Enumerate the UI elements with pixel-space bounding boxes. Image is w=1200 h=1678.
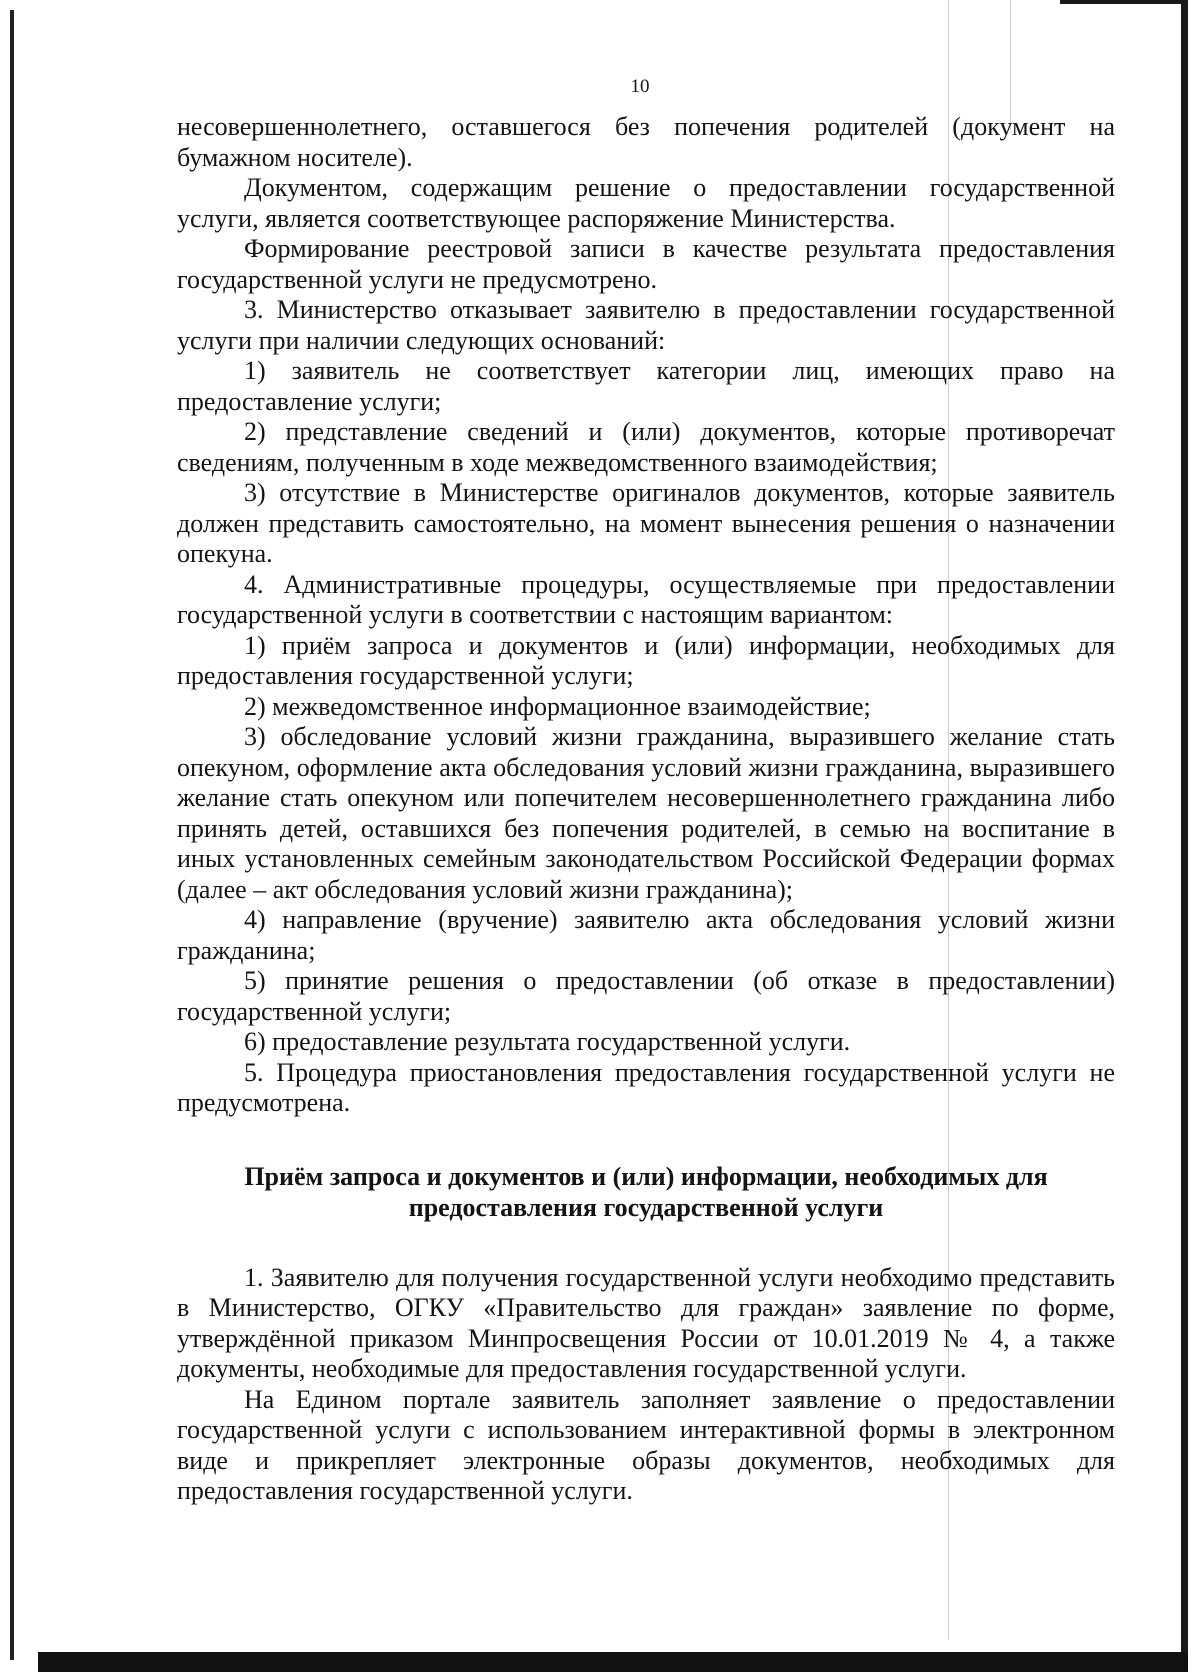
- scan-edge-left: [10, 10, 14, 1660]
- scan-edge-bottom: [38, 1652, 1188, 1672]
- paragraph: 1. Заявителю для получения государственной услуги необходимо представить в Министерство, ОГКУ «Правительство для граждан» заявление по форме, утверждённой приказом Минпросвещения России от 10.01.2019 № 4, а также документы, необходимые для предоставления государственной услуги.: [177, 1262, 1115, 1383]
- section-heading: Приём запроса и документов и (или) информации, необходимых для предоставления государственной услуги: [244, 1161, 1048, 1222]
- list-item: 4) направление (вручение) заявителю акта обследования условий жизни гражданина;: [177, 905, 1115, 965]
- paragraph: На Едином портале заявитель заполняет заявление о предоставлении государственной услуги с использованием интерактивной формы в электронном виде и прикрепляет электронные образы документов, необходимых для предоставления государственной услуги.: [177, 1384, 1115, 1505]
- list-item: 3) обследование условий жизни гражданина, выразившего желание стать опекуном, оформление акта обследования условий жизни гражданина, выразившего желание стать опекуном или попечителем несовершеннолетнего гражданина либо принять детей, оставшихся без попечения родителей, в семью на воспитание в иных установленных семейным законодательством Российской Федерации формах (далее – акт обследования условий жизни гражданина);: [177, 722, 1115, 904]
- list-item: 5) принятие решения о предоставлении (об отказе в предоставлении) государственной услуги;: [177, 966, 1115, 1026]
- paragraph: Документом, содержащим решение о предоставлении государственной услуги, является соответствующее распоряжение Министерства.: [177, 173, 1115, 233]
- list-item: 6) предоставление результата государственной услуги.: [244, 1027, 851, 1056]
- document-body: [177, 112, 1115, 1507]
- paragraph: 4. Административные процедуры, осуществляемые при предоставлении государственной услуги в соответствии с настоящим вариантом:: [177, 569, 1115, 629]
- list-item: 1) заявитель не соответствует категории лиц, имеющих право на предоставление услуги;: [177, 356, 1115, 416]
- list-item: 2) межведомственное информационное взаимодействие;: [244, 691, 871, 721]
- paragraph: 5. Процедура приостановления предоставления государственной услуги не предусмотрена.: [177, 1057, 1115, 1117]
- list-item: 1) приём запроса и документов и (или) информации, необходимых для предоставления государственной услуги;: [177, 630, 1115, 690]
- paragraph: несовершеннолетнего, оставшегося без попечения родителей (документ на бумажном носителе).: [177, 112, 1115, 172]
- scan-fold-line: [1010, 0, 1011, 130]
- page-number: 10: [630, 76, 650, 97]
- paragraph: Формирование реестровой записи в качестве результата предоставления государственной услуги не предусмотрено.: [177, 234, 1115, 294]
- scan-edge-top: [1060, 0, 1188, 4]
- list-item: 2) представление сведений и (или) документов, которые противоречат сведениям, полученным в ходе межведомственного взаимодействия;: [177, 417, 1115, 477]
- paragraph: 3. Министерство отказывает заявителю в предоставлении государственной услуги при наличии следующих оснований:: [177, 295, 1115, 355]
- list-item: 3) отсутствие в Министерстве оригиналов документов, которые заявитель должен представить самостоятельно, на момент вынесения решения о назначении опекуна.: [177, 478, 1115, 568]
- scan-edge-right: [1181, 0, 1188, 1658]
